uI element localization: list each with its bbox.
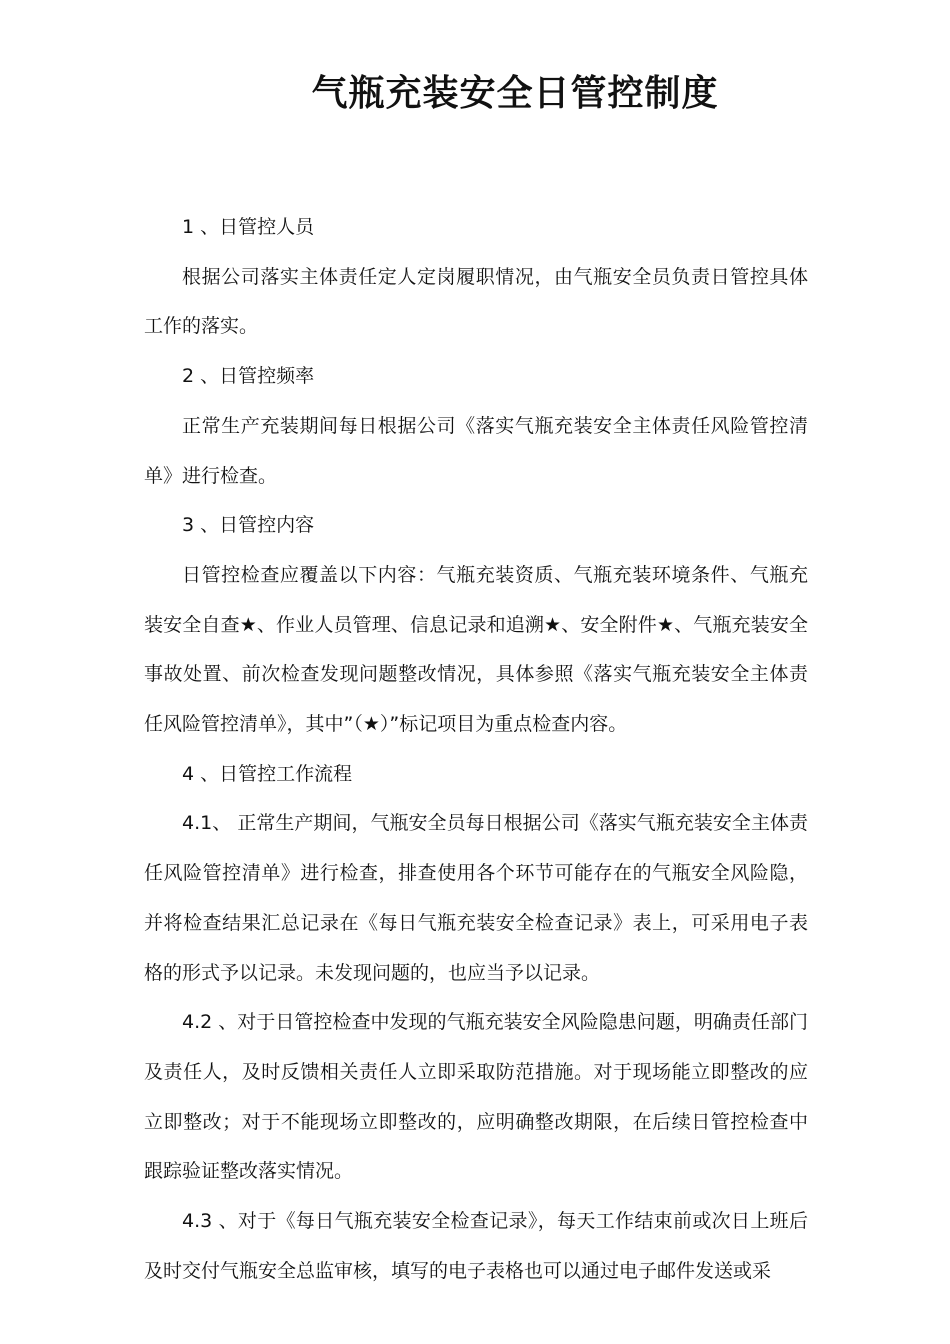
paragraph-workflow-4-1: 4.1、 正常生产期间，气瓶安全员每日根据公司《落实气瓶充装安全主体责任风险管控清单》进行检查，排查使用各个环节可能存在的气瓶安全风险隐，并将检查结果汇总记录在《每日气瓶充装安全检查记录》表上，可采用电子表格的形式予以记录。未发现问题的，也应当予以记录。 bbox=[144, 812, 808, 984]
section-heading-workflow: 4 、日管控工作流程 bbox=[182, 762, 353, 785]
paragraph-workflow-4-2: 4.2 、对于日管控检查中发现的气瓶充装安全风险隐患问题，明确责任部门及责任人，及时反馈相关责任人立即采取防范措施。对于现场能立即整改的应立即整改；对于不能现场立即整改的，应明确整改期限，在后续日管控检查中跟踪验证整改落实情况。 bbox=[144, 1011, 808, 1183]
paragraph-content: 日管控检查应覆盖以下内容：气瓶充装资质、气瓶充装环境条件、气瓶充装安全自查★、作业人员管理、信息记录和追溯★、安全附件★、气瓶充装安全事故处置、前次检查发现问题整改情况，具体参照《落实气瓶充装安全主体责任风险管控清单》，其中”（★）”标记项目为重点检查内容。 bbox=[144, 563, 808, 736]
document-body bbox=[144, 203, 808, 1296]
section-heading-personnel: 1 、日管控人员 bbox=[182, 216, 315, 238]
paragraph-workflow-4-3: 4.3 、对于《每日气瓶充装安全检查记录》，每天工作结束前或次日上班后及时交付气瓶安全总监审核，填写的电子表格也可以通过电子邮件发送或采 bbox=[144, 1210, 808, 1282]
document-title: 气瓶充装安全日管控制度 bbox=[311, 72, 719, 114]
paragraph-personnel: 根据公司落实主体责任定人定岗履职情况，由气瓶安全员负责日管控具体工作的落实。 bbox=[144, 265, 808, 338]
section-heading-content: 3 、日管控内容 bbox=[182, 514, 315, 537]
section-heading-frequency: 2 、日管控频率 bbox=[182, 365, 315, 388]
paragraph-frequency: 正常生产充装期间每日根据公司《落实气瓶充装安全主体责任风险管控清单》进行检查。 bbox=[144, 414, 808, 487]
